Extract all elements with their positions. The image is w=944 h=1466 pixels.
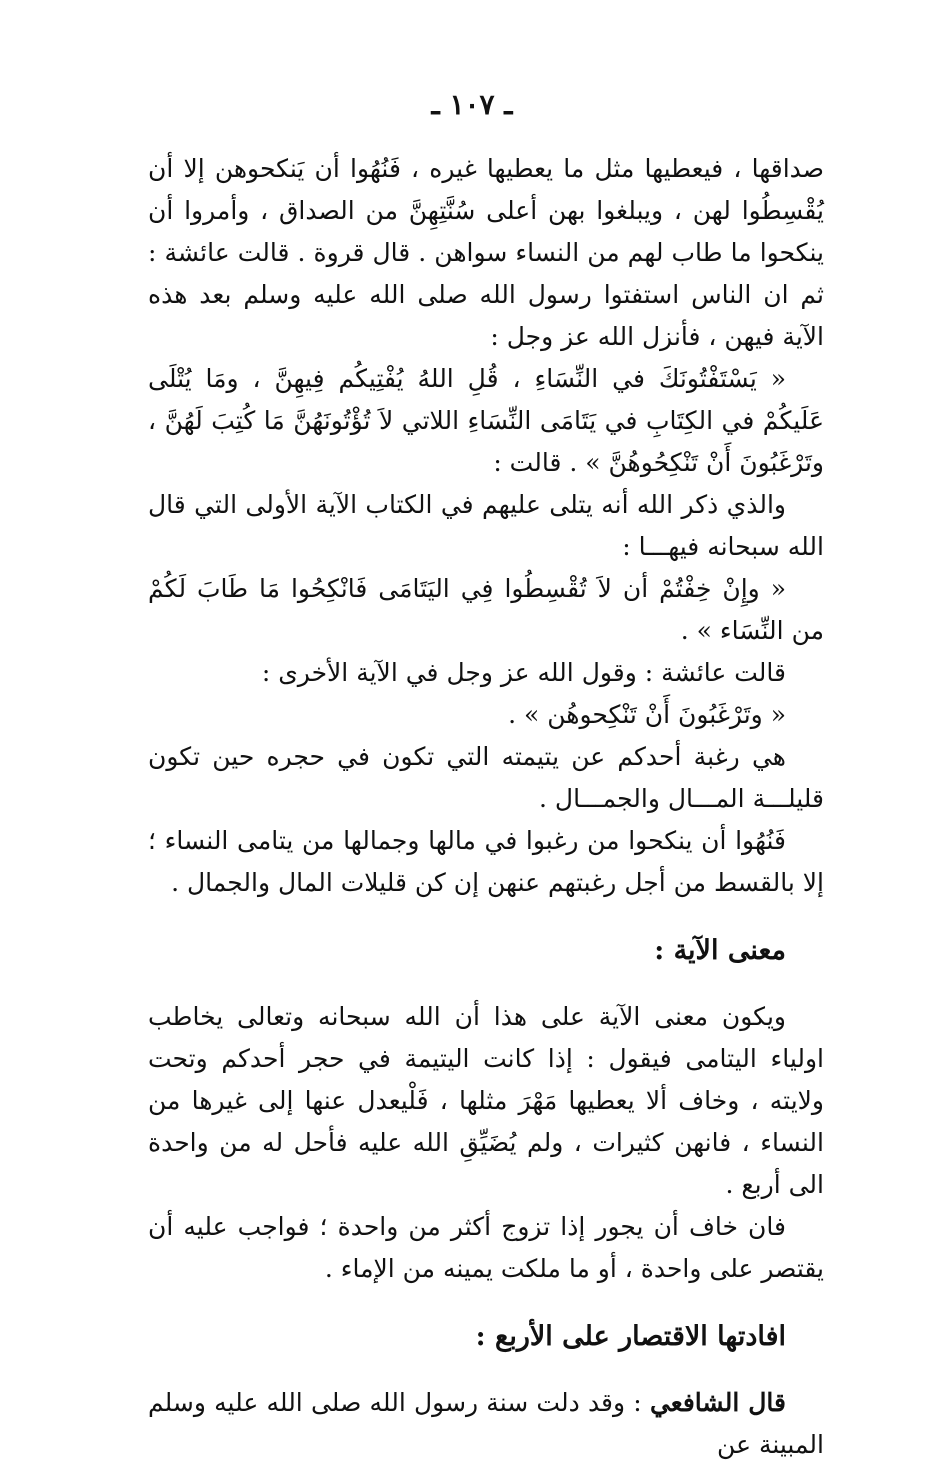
paragraph-text: : وقد دلت سنة رسول الله صلى الله عليه وسلم المبينة عن bbox=[148, 1388, 824, 1459]
lead-phrase: قال الشافعي bbox=[649, 1388, 786, 1417]
quran-quote: « وإِنْ خِفْتُمْ أن لاَ تُقْسِطُوا فِي اليَتَامَى فَانْكِحُوا مَا طَابَ لَكُمْ من النِّسَاء » . bbox=[148, 574, 824, 645]
paragraph: فان خاف أن يجور إذا تزوج أكثر من واحدة ؛ فواجب عليه أن يقتصر على واحدة ، أو ما ملكت يمينه من الإماء . bbox=[148, 1212, 824, 1283]
page-body bbox=[148, 148, 824, 1466]
paragraph: فَنُهُوا أن ينكحوا من رغبوا في مالها وجمالها من يتامى النساء ؛ إلا بالقسط من أجل رغبتهم عنهن إن كن قليلات المال والجمال . bbox=[148, 826, 824, 897]
quran-quote: « وتَرْغَبُونَ أَنْ تَنْكِحوهُن » . bbox=[508, 700, 786, 729]
section-heading: افادتها الاقتصار على الأربع : bbox=[475, 1321, 786, 1352]
paragraph: والذي ذكر الله أنه يتلى عليهم في الكتاب الآية الأولى التي قال الله سبحانه فيهـــا : bbox=[148, 490, 824, 561]
section-heading: معنى الآية : bbox=[654, 935, 786, 966]
quran-quote: « يَسْتَفْتُونَكَ في النِّسَاءِ ، قُلِ اللهُ يُفْتِيكُم فِيهِنَّ ، ومَا يُتْلَى عَلَيكُمْ في الكِتَابِ في يَتَامَى النِّسَاءِ اللاتي لاَ تُؤْتُونَهُنَّ مَا كُتِبَ لَهُنَّ ، وتَرْغَبُونَ أَنْ تَنْكِحُوهُنَّ » . قالت : bbox=[148, 364, 824, 477]
paragraph: قالت عائشة : وقول الله عز وجل في الآية الأخرى : bbox=[261, 658, 786, 687]
paragraph: صداقها ، فيعطيها مثل ما يعطيها غيره ، فَنُهُوا أن يَنكحوهن إلا أن يُقْسِطُوا لهن ، ويبلغوا بهن أعلى سُنَّتِهِنَّ من الصداق ، وأمروا أن ينكحوا ما طاب لهم من النساء سواهن . قال قروة . قالت عائشة : ثم ان الناس استفتوا رسول الله صلى الله عليه وسلم بعد هذه الآية فيهن ، فأنزل الله عز وجل : bbox=[148, 154, 824, 351]
paragraph bbox=[148, 1382, 824, 1466]
paragraph: هي رغبة أحدكم عن يتيمته التي تكون في حجره حين تكون قليلـــة المـــال والجمـــال . bbox=[148, 742, 824, 813]
paragraph: ويكون معنى الآية على هذا أن الله سبحانه وتعالى يخاطب اولياء اليتامى فيقول : إذا كانت اليتيمة في حجر أحدكم وتحت ولايته ، وخاف ألا يعطيها مَهْرَ مثلها ، فَلْيعدل عنها إلى غيرها من النساء ، فانهن كثيرات ، ولم يُضَيِّقِ الله عليه فأحل له من واحدة الى أربع . bbox=[148, 1002, 824, 1199]
page-number: ـ ١٠٧ ـ bbox=[431, 88, 513, 121]
